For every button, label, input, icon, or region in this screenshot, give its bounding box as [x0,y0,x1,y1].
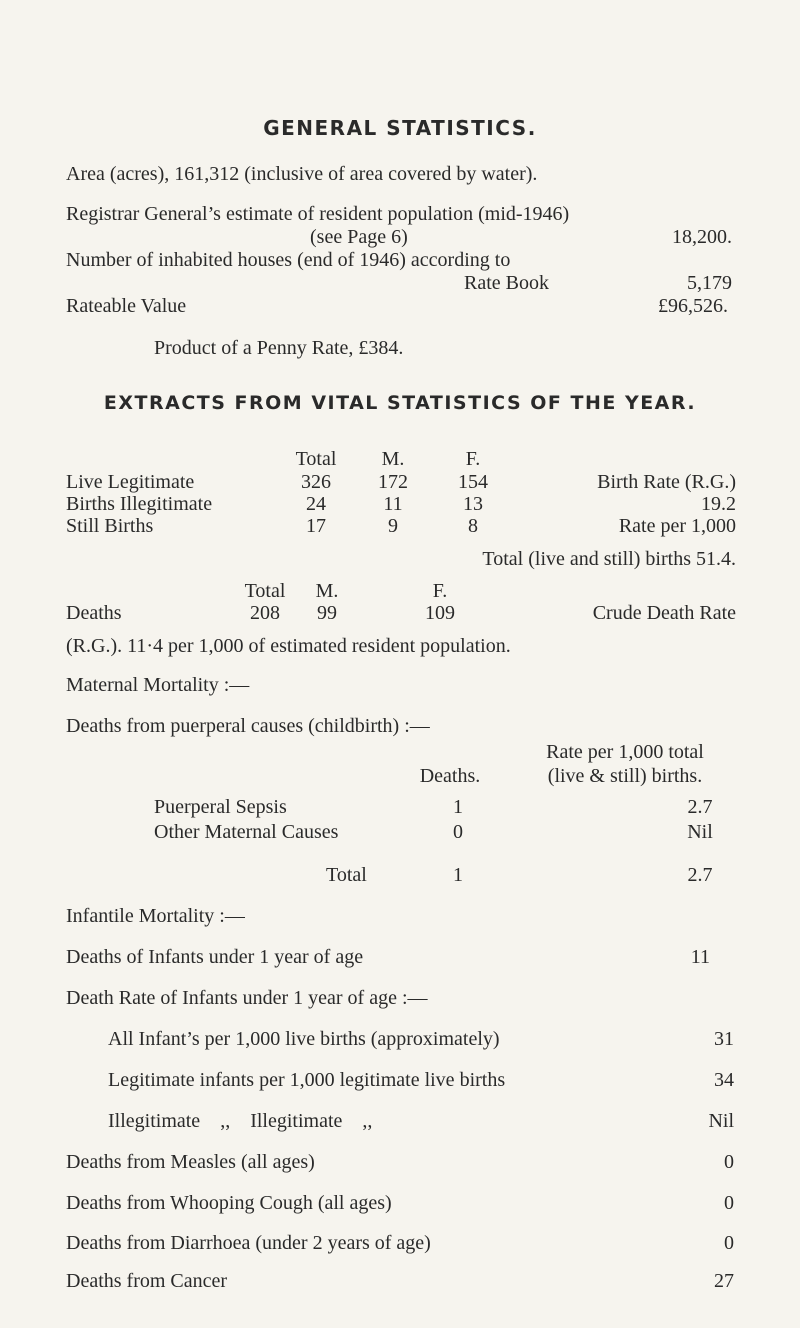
infant-deaths-value: 11 [690,946,710,968]
births-row-f: 154 [458,471,488,493]
population-see-page: (see Page 6) [310,226,408,248]
population-line-1: Registrar General’s estimate of resident population (mid-1946) [66,203,570,225]
other-death-value: 27 [714,1270,734,1292]
houses-rate-book-label: Rate Book [464,272,549,294]
births-header-total: Total [295,448,337,470]
births-row-total: 24 [306,493,326,515]
infant-rate-value: 31 [714,1028,734,1050]
infant-rate-value: 34 [714,1069,734,1091]
births-row-m: 9 [388,515,398,537]
births-row-total: 326 [301,471,331,493]
population-value: 18,200. [672,226,732,248]
maternal-total-deaths: 1 [453,864,463,886]
births-row-f: 13 [463,493,483,515]
houses-value: 5,179 [687,272,732,294]
births-row-label: Still Births [66,515,154,537]
births-row-f: 8 [468,515,478,537]
infant-rate-label: Illegitimate ,, Illegitimate ,, [108,1110,373,1132]
maternal-row-deaths: 0 [453,821,463,843]
deaths-f: 109 [425,602,455,624]
maternal-row-label: Puerperal Sepsis [154,796,287,818]
infant-rate-value: Nil [708,1110,734,1132]
births-row-total: 17 [306,515,326,537]
deaths-header-m: M. [315,580,339,602]
infant-rate-label: All Infant’s per 1,000 live births (approximately) [108,1028,500,1050]
maternal-heading: Maternal Mortality :— [66,674,250,696]
other-death-value: 0 [724,1192,734,1214]
other-death-label: Deaths from Diarrhoea (under 2 years of age) [66,1232,431,1254]
births-header-m: M. [381,448,405,470]
deaths-total: 208 [250,602,280,624]
deaths-continuation: (R.G.). 11·4 per 1,000 of estimated resident population. [66,635,511,657]
maternal-row-rate: 2.7 [687,796,713,818]
deaths-m: 99 [317,602,337,624]
houses-line-1: Number of inhabited houses (end of 1946) according to [66,249,511,271]
maternal-row-label: Other Maternal Causes [154,821,339,843]
infant-rate-label: Legitimate infants per 1,000 legitimate live births [108,1069,506,1091]
maternal-row-deaths: 1 [453,796,463,818]
birth-rate-unit: Rate per 1,000 [618,515,736,537]
infant-deaths-label: Deaths of Infants under 1 year of age [66,946,364,968]
area-line: Area (acres), 161,312 (inclusive of area covered by water). [66,163,538,185]
deaths-header-f: F. [432,580,448,602]
maternal-total-label: Total [326,864,367,886]
infant-rate-heading: Death Rate of Infants under 1 year of age :— [66,987,428,1009]
crude-death-rate-label: Crude Death Rate [592,602,736,624]
maternal-col-deaths: Deaths. [419,765,481,787]
maternal-total-rate: 2.7 [687,864,713,886]
maternal-col-rate-2: (live & still) births. [547,765,703,787]
infantile-heading: Infantile Mortality :— [66,905,245,927]
rateable-value-label: Rateable Value [66,295,187,317]
births-row-m: 11 [383,493,403,515]
births-header-f: F. [465,448,481,470]
deaths-header-total: Total [244,580,286,602]
maternal-col-rate-1: Rate per 1,000 total [546,741,704,763]
birth-rate-value: 19.2 [701,493,736,515]
maternal-subheading: Deaths from puerperal causes (childbirth) :— [66,715,430,737]
birth-rate-label: Birth Rate (R.G.) [597,471,736,493]
other-death-label: Deaths from Cancer [66,1270,228,1292]
page-title: GENERAL STATISTICS. [263,116,537,140]
births-row-label: Live Legitimate [66,471,195,493]
maternal-row-rate: Nil [687,821,713,843]
births-total-line: Total (live and still) births 51.4. [482,548,736,570]
rateable-value: £96,526. [658,295,728,317]
births-row-m: 172 [378,471,408,493]
other-death-value: 0 [724,1151,734,1173]
deaths-label: Deaths [66,602,122,624]
penny-rate-line: Product of a Penny Rate, £384. [154,337,404,359]
other-death-value: 0 [724,1232,734,1254]
other-death-label: Deaths from Measles (all ages) [66,1151,315,1173]
extracts-heading: EXTRACTS FROM VITAL STATISTICS OF THE YEAR. [103,392,697,414]
births-row-label: Births Illegitimate [66,493,213,515]
other-death-label: Deaths from Whooping Cough (all ages) [66,1192,392,1214]
